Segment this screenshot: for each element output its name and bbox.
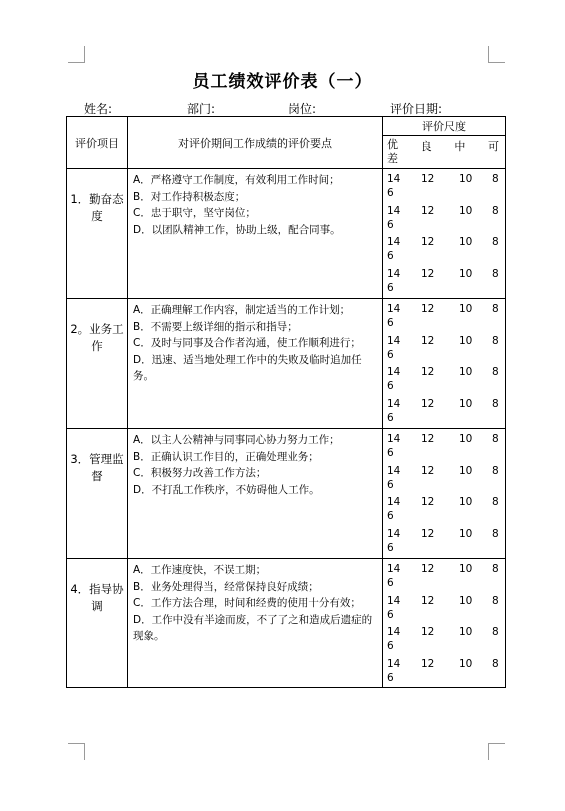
item-cell: [67, 169, 128, 299]
score-b: 12: [421, 236, 435, 248]
score-c: 10: [459, 527, 473, 540]
score-a-wrap: 6: [387, 640, 394, 652]
score-row: [387, 203, 501, 235]
criterion: A．正确理解工作内容，制定适当的工作计划；: [133, 304, 351, 316]
score-a: 14: [387, 366, 401, 378]
score-a: 14: [387, 397, 401, 410]
score-row: [387, 431, 501, 463]
crop-mark-bottom-right: [488, 743, 505, 760]
score-a-wrap: 6: [387, 411, 394, 424]
score-b: 12: [421, 464, 435, 477]
score-d: 8: [492, 626, 499, 638]
score-a: 14: [387, 334, 401, 347]
score-c: 10: [459, 657, 473, 670]
score-row: [387, 333, 501, 365]
score-b: 12: [421, 397, 435, 410]
criterion: C．工作方法合理，时间和经费的使用十分有效；: [133, 597, 361, 609]
header-scale: 评价尺度: [383, 117, 506, 136]
score-d: 8: [492, 397, 499, 410]
header-grades: [383, 136, 506, 169]
criteria-cell: [128, 299, 383, 429]
score-a: 14: [387, 433, 401, 445]
score-c: 10: [459, 303, 473, 315]
score-a: 14: [387, 204, 401, 217]
score-d: 8: [492, 204, 499, 217]
crop-mark-bottom-left: [68, 743, 85, 760]
score-row: [387, 364, 501, 396]
score-c: 10: [459, 334, 473, 347]
score-c: 10: [459, 267, 473, 280]
score-c: 10: [459, 626, 473, 638]
item-cell: [67, 429, 128, 559]
score-b: 12: [421, 303, 435, 315]
score-b: 12: [421, 433, 435, 445]
table-row: [67, 169, 506, 299]
criterion: C．积极努力改善工作方法；: [133, 467, 267, 479]
score-d: 8: [492, 236, 499, 248]
score-d: 8: [492, 464, 499, 477]
score-c: 10: [459, 204, 473, 217]
score-a-wrap: 6: [387, 281, 394, 294]
table-row: [67, 559, 506, 688]
score-a-wrap: 6: [387, 541, 394, 554]
score-b: 12: [421, 594, 435, 607]
score-a-wrap: 6: [387, 218, 394, 231]
score-b: 12: [421, 334, 435, 347]
criterion: C．忠于职守，坚守岗位；: [133, 207, 256, 219]
score-a: 14: [387, 267, 401, 280]
score-b: 12: [421, 496, 435, 508]
item-label: 2。业务工作: [70, 322, 124, 353]
score-a-wrap: 6: [387, 250, 394, 262]
score-d: 8: [492, 563, 499, 575]
score-a-wrap: 6: [387, 577, 394, 589]
item-cell: [67, 299, 128, 429]
page-title: 员工绩效评价表（一）: [192, 72, 373, 92]
score-d: 8: [492, 267, 499, 280]
item-label: 3．管理监督: [70, 452, 124, 483]
item-label: 4．指导协调: [70, 582, 124, 613]
score-row: [387, 171, 501, 203]
score-a-wrap: 6: [387, 478, 394, 491]
criterion: B．不需要上级详细的指示和指导；: [133, 320, 298, 333]
grade-good: 良: [420, 140, 432, 153]
grade-medium: 中: [454, 140, 466, 153]
score-d: 8: [492, 366, 499, 378]
score-d: 8: [492, 496, 499, 508]
score-row: [387, 494, 501, 526]
score-d: 8: [492, 527, 499, 540]
name-label: 姓名:: [84, 102, 113, 116]
position-label: 岗位:: [288, 102, 317, 116]
score-c: 10: [459, 366, 473, 378]
score-d: 8: [492, 594, 499, 607]
score-row: [387, 656, 501, 688]
score-cell: [383, 299, 506, 429]
score-d: 8: [492, 334, 499, 347]
score-a-wrap: 6: [387, 317, 394, 329]
item-cell: [67, 559, 128, 688]
score-cell: [383, 169, 506, 299]
score-a: 14: [387, 626, 401, 638]
score-a: 14: [387, 303, 401, 315]
criterion: B．正确认识工作目的，正确处理业务；: [133, 450, 319, 463]
score-d: 8: [492, 433, 499, 445]
score-a: 14: [387, 236, 401, 248]
score-b: 12: [421, 626, 435, 638]
evaluation-table: [66, 116, 506, 688]
score-row: [387, 266, 501, 298]
score-b: 12: [421, 563, 435, 575]
item-label: 1．勤奋态度: [70, 192, 124, 223]
department-label: 部门:: [187, 102, 216, 116]
score-a: 14: [387, 496, 401, 508]
score-row: [387, 301, 501, 333]
criterion: D．以团队精神工作，协助上级，配合同事。: [133, 223, 341, 236]
grade-excellent-poor: 优差: [387, 138, 398, 165]
score-a: 14: [387, 527, 401, 540]
score-d: 8: [492, 303, 499, 315]
crop-mark-top-left: [68, 46, 85, 63]
score-d: 8: [492, 657, 499, 670]
score-a-wrap: 6: [387, 348, 394, 361]
score-row: [387, 234, 501, 266]
score-a-wrap: 6: [387, 380, 394, 392]
score-b: 12: [421, 173, 435, 185]
criterion: A．严格遵守工作制度，有效利用工作时间；: [133, 174, 340, 186]
score-c: 10: [459, 397, 473, 410]
score-a: 14: [387, 563, 401, 575]
score-row: [387, 396, 501, 428]
score-c: 10: [459, 173, 473, 185]
score-row: [387, 593, 501, 625]
score-cell: [383, 559, 506, 688]
header-key-points: 对评价期间工作成绩的评价要点: [128, 117, 383, 169]
criterion: D．不打乱工作秩序，不妨碍他人工作。: [133, 483, 320, 496]
score-row: [387, 526, 501, 558]
score-c: 10: [459, 563, 473, 575]
grade-fair: 可: [487, 140, 499, 153]
score-a-wrap: 6: [387, 187, 394, 199]
crop-mark-top-right: [488, 46, 505, 63]
criteria-cell: [128, 169, 383, 299]
score-c: 10: [459, 594, 473, 607]
criterion: A．工作速度快，不误工期；: [133, 564, 267, 576]
criterion: A．以主人公精神与同事同心协力努力工作；: [133, 434, 340, 446]
table-row: [67, 299, 506, 429]
score-b: 12: [421, 267, 435, 280]
score-a-wrap: 6: [387, 510, 394, 522]
criterion: B．业务处理得当，经常保持良好成绩；: [133, 580, 319, 593]
score-cell: [383, 429, 506, 559]
criterion: D．迅速、适当地处理工作中的失败及临时追加任务。: [133, 353, 362, 382]
score-a-wrap: 6: [387, 671, 394, 684]
criterion: B．对工作持积极态度；: [133, 190, 246, 203]
criterion: C．及时与同事及合作者沟通，使工作顺利进行；: [133, 337, 361, 349]
score-b: 12: [421, 527, 435, 540]
score-c: 10: [459, 236, 473, 248]
table-row: [67, 429, 506, 559]
criterion: D．工作中没有半途而废，不了了之和造成后遗症的现象。: [133, 613, 373, 642]
criteria-cell: [128, 559, 383, 688]
header-evaluation-item: 评价项目: [67, 117, 128, 169]
score-a: 14: [387, 173, 401, 185]
score-a: 14: [387, 464, 401, 477]
score-a: 14: [387, 594, 401, 607]
score-b: 12: [421, 657, 435, 670]
score-a-wrap: 6: [387, 447, 394, 459]
score-c: 10: [459, 433, 473, 445]
score-c: 10: [459, 496, 473, 508]
score-row: [387, 463, 501, 495]
score-b: 12: [421, 204, 435, 217]
score-a-wrap: 6: [387, 608, 394, 621]
criteria-cell: [128, 429, 383, 559]
score-b: 12: [421, 366, 435, 378]
score-row: [387, 561, 501, 593]
score-d: 8: [492, 173, 499, 185]
score-c: 10: [459, 464, 473, 477]
evaluation-date-label: 评价日期:: [390, 102, 443, 116]
score-row: [387, 624, 501, 656]
score-a: 14: [387, 657, 401, 670]
